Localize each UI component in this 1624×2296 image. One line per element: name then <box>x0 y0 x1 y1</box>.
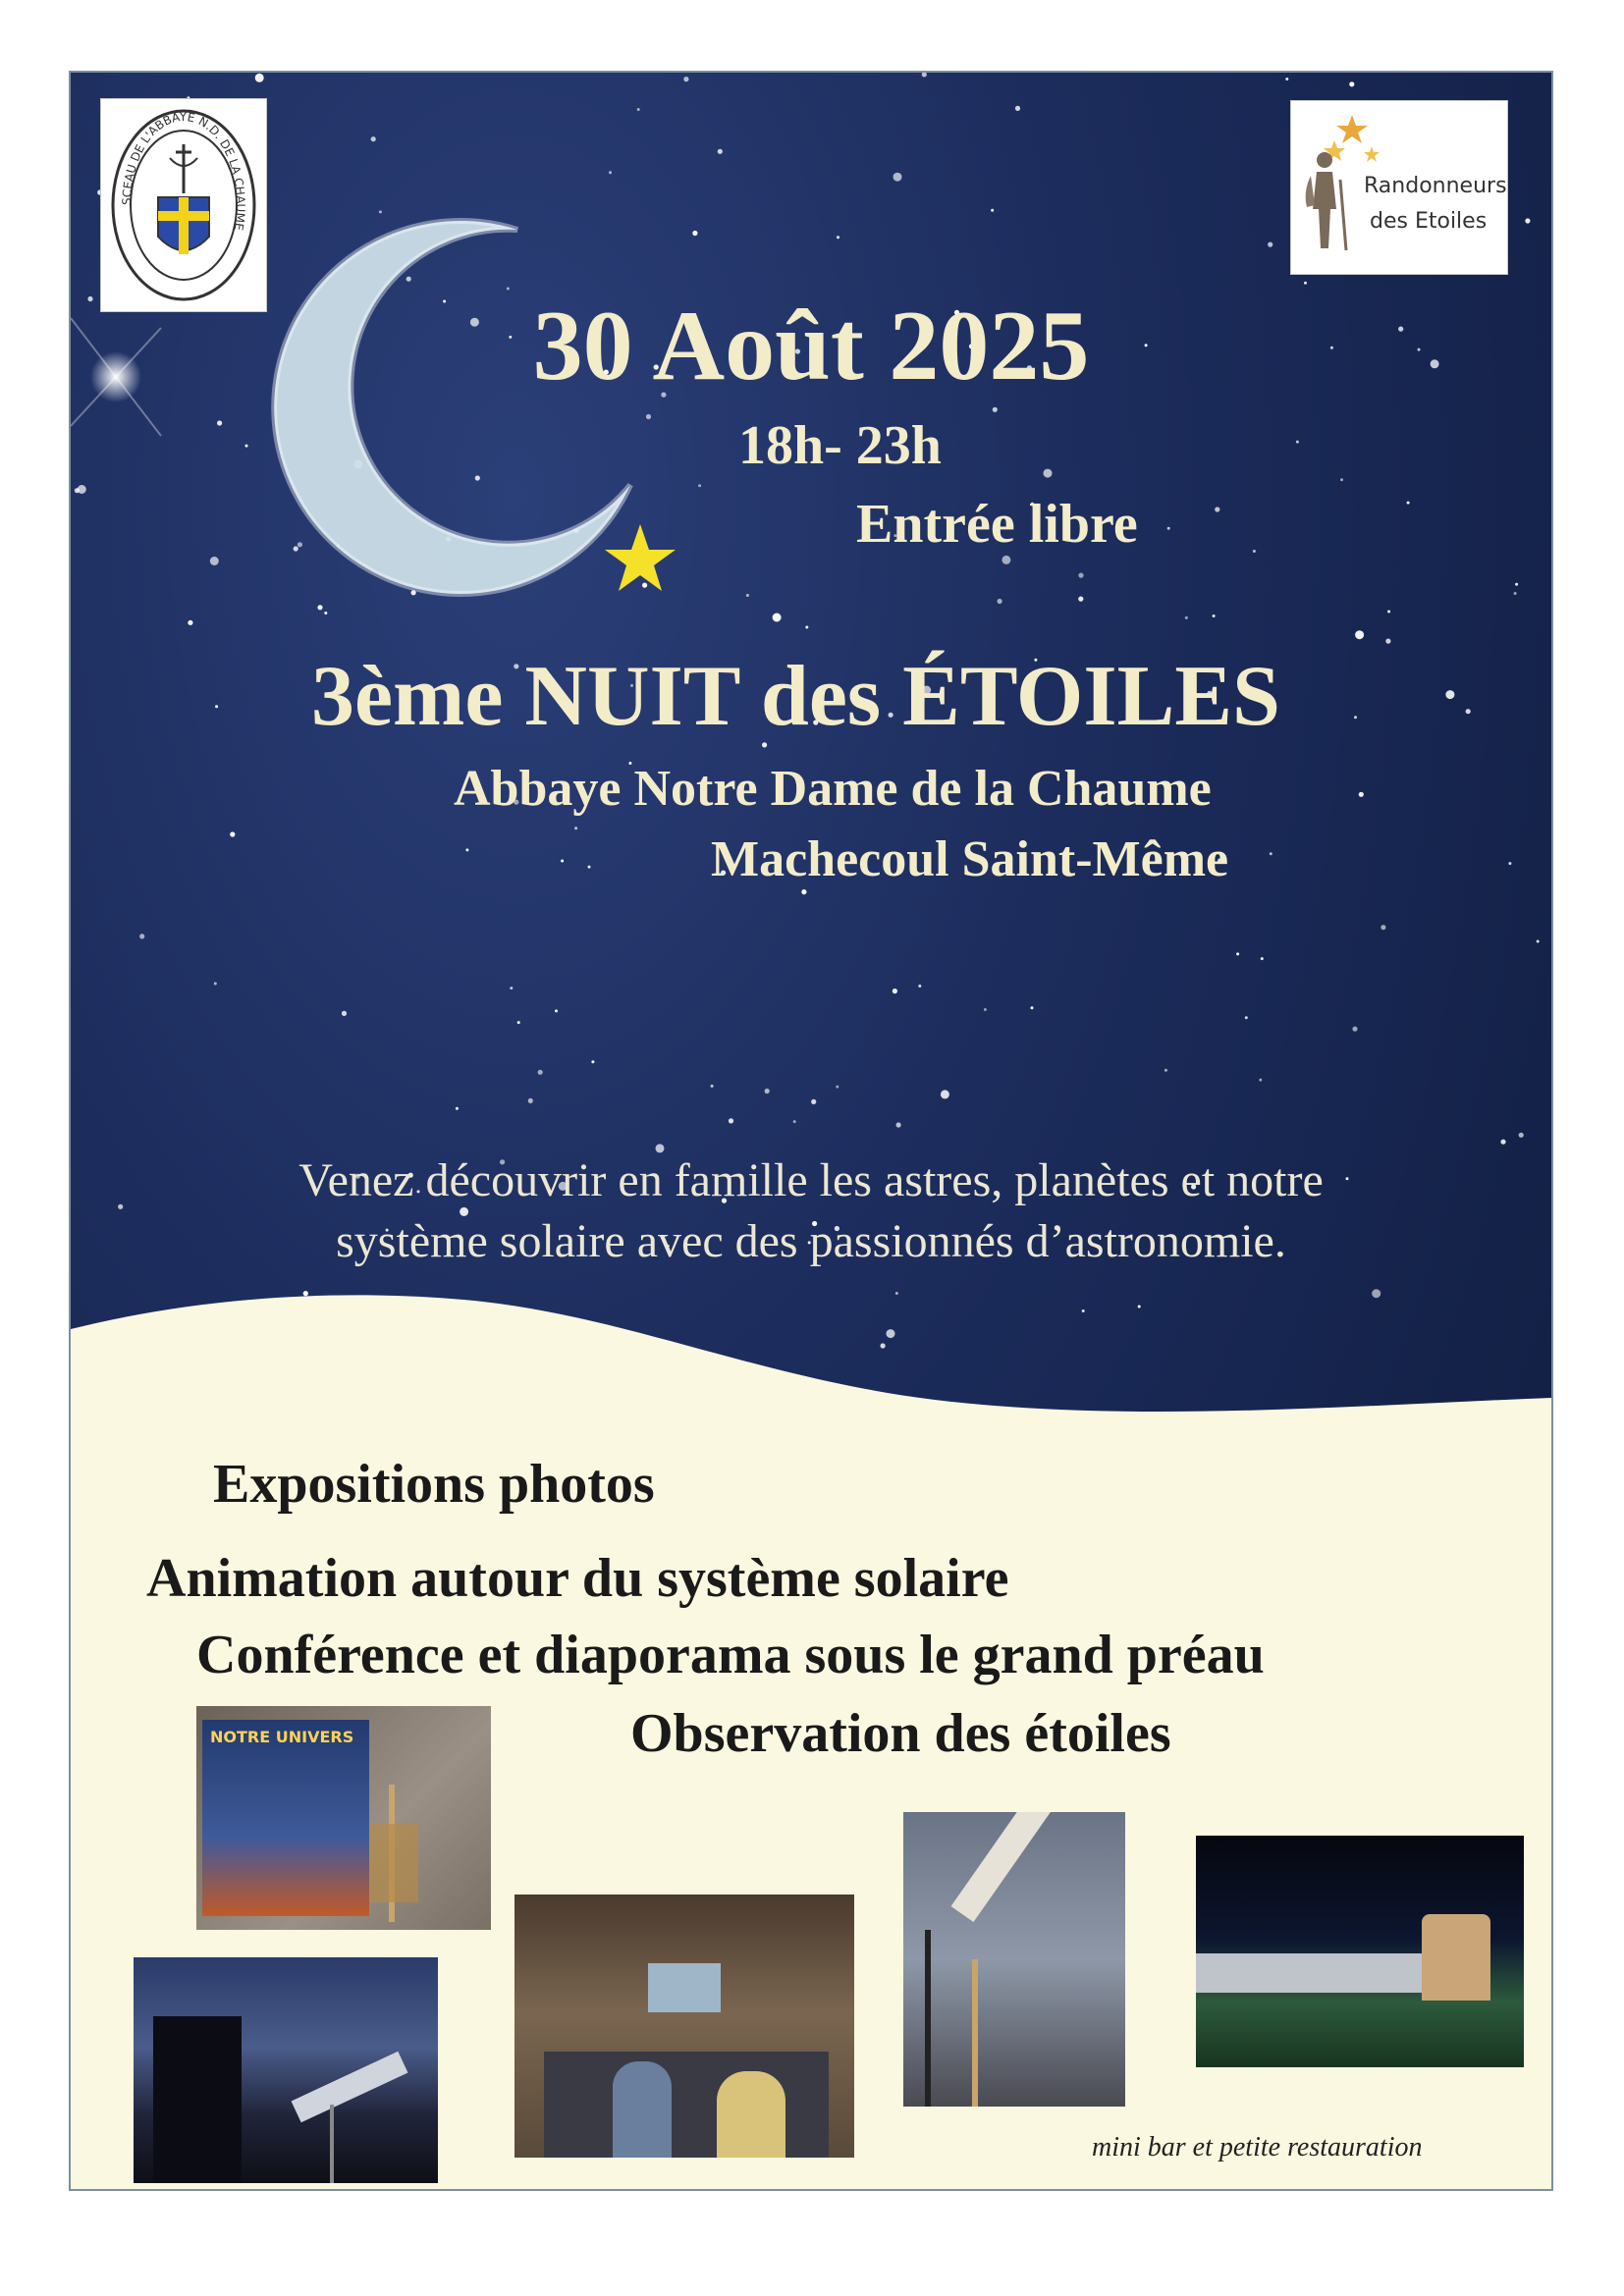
star-dot <box>298 542 302 547</box>
star-dot <box>528 1098 533 1103</box>
event-poster <box>69 71 1553 2191</box>
star-dot <box>1508 862 1511 865</box>
star-dot <box>1515 583 1518 586</box>
star-dot <box>245 445 248 448</box>
star-dot <box>1015 106 1020 111</box>
star-dot <box>1078 573 1083 578</box>
star-dot <box>406 277 411 282</box>
star-dot <box>317 605 322 610</box>
star-dot <box>1445 690 1454 699</box>
photo-telescope-at-dusk <box>134 1957 438 2183</box>
star-dot <box>896 1122 901 1127</box>
crescent-moon-icon <box>274 221 630 594</box>
star-dot <box>1031 1006 1034 1009</box>
star-dot <box>1352 1027 1357 1032</box>
star-dot <box>1259 1079 1262 1082</box>
star-dot <box>215 705 218 708</box>
star-dot <box>941 1090 949 1098</box>
star-dot <box>1500 1140 1505 1145</box>
venue-name: Abbaye Notre Dame de la Chaume <box>454 761 1212 817</box>
star-dot <box>188 620 192 625</box>
abbey-seal-logo <box>100 98 267 312</box>
star-dot <box>1164 1069 1167 1072</box>
photo-exhibition-panel <box>196 1706 491 1930</box>
svg-text:SCEAU DE L'ABBAYE N.D. DE LA C: SCEAU DE L'ABBAYE N.D. DE LA CHAUME <box>119 109 248 232</box>
star-dot <box>811 1099 816 1104</box>
star-dot <box>538 1070 543 1075</box>
star-dot <box>510 987 513 989</box>
star-dot <box>371 136 376 141</box>
star-dot <box>139 934 144 938</box>
star-dot <box>984 1008 987 1011</box>
star-dot <box>993 407 998 412</box>
randonneurs-brand-line1: Randonneurs <box>1364 174 1507 198</box>
description-line-1: Venez découvrir en famille les astres, planètes et notre <box>298 1154 1324 1206</box>
star-dot <box>1466 709 1471 714</box>
star-dot <box>324 612 327 614</box>
star-dot <box>588 866 591 869</box>
star-dot <box>1236 952 1239 955</box>
star-dot <box>609 171 612 174</box>
activity-expositions: Expositions photos <box>213 1454 655 1515</box>
star-dot <box>1519 1133 1524 1138</box>
activity-animation: Animation autour du système solaire <box>146 1548 1009 1609</box>
star-dot <box>1044 469 1053 478</box>
yellow-star-icon <box>605 524 676 591</box>
star-dot <box>1138 1306 1141 1308</box>
star-dot <box>1285 78 1288 80</box>
star-dot <box>998 599 1002 604</box>
star-dot <box>294 546 298 551</box>
star-dot <box>887 1329 895 1338</box>
star-dot <box>1380 925 1385 930</box>
star-dot <box>1268 242 1272 247</box>
star-dot <box>210 557 219 565</box>
star-dot <box>1296 441 1299 444</box>
star-dot <box>574 827 577 829</box>
star-dot <box>217 420 222 425</box>
star-dot <box>801 889 806 894</box>
star-dot <box>729 1118 733 1123</box>
event-description <box>71 1150 1551 1272</box>
star-dot <box>1349 81 1354 86</box>
seal-emblem-icon <box>101 99 266 311</box>
star-dot <box>591 1060 594 1063</box>
star-dot <box>475 475 480 480</box>
photo-abbey-at-night <box>1196 1836 1524 2067</box>
star-dot <box>1372 1289 1380 1298</box>
star-dot <box>637 108 640 111</box>
star-dot <box>456 1107 459 1110</box>
venue-town: Machecoul Saint-Même <box>711 831 1229 887</box>
star-dot <box>230 831 235 836</box>
star-dot <box>78 485 86 494</box>
event-date: 30 Août 2025 <box>532 291 1090 401</box>
star-dot <box>765 1089 770 1094</box>
description-line-2: système solaire avec des passionnés d’astronomie. <box>336 1215 1286 1267</box>
activity-conference: Conférence et diaporama sous le grand préau <box>196 1625 1265 1685</box>
star-dot <box>1213 614 1216 617</box>
star-dot <box>1340 478 1343 481</box>
star-dot <box>773 614 782 622</box>
star-dot <box>255 74 264 82</box>
star-dot <box>1082 1309 1085 1312</box>
star-dot <box>1514 592 1517 595</box>
star-dot <box>1078 597 1083 602</box>
star-dot <box>1359 792 1364 797</box>
star-dot <box>1537 940 1540 943</box>
activity-observation: Observation des étoiles <box>630 1703 1171 1764</box>
universe-poster-title: NOTRE UNIVERS <box>210 1728 354 1746</box>
star-dot <box>793 1120 796 1123</box>
star-dot <box>711 1085 714 1088</box>
star-dot <box>1261 957 1264 960</box>
star-dot <box>1304 282 1307 285</box>
star-dot <box>918 985 921 988</box>
star-dot <box>1387 611 1390 614</box>
event-title: 3ème NUIT des ÉTOILES <box>311 649 1280 744</box>
star-dot <box>692 231 697 236</box>
star-dot <box>991 209 994 212</box>
universe-poster-board <box>202 1720 369 1916</box>
star-dot <box>561 860 564 863</box>
star-dot <box>1001 556 1010 564</box>
star-dot <box>893 173 902 182</box>
star-dot <box>555 1009 558 1012</box>
photo-conference-room <box>514 1895 854 2158</box>
star-dot <box>718 149 723 154</box>
event-hours: 18h- 23h <box>738 415 942 476</box>
star-dot <box>1253 550 1256 553</box>
star-dot <box>214 983 217 986</box>
star-dot <box>1270 852 1272 855</box>
refreshments-note: mini bar et petite restauration <box>1092 2132 1423 2163</box>
star-dot <box>303 1291 308 1296</box>
entry-info: Entrée libre <box>856 494 1138 555</box>
randonneurs-brand-line2: des Etoiles <box>1370 209 1488 234</box>
star-dot <box>379 210 382 213</box>
star-dot <box>837 236 839 239</box>
star-dot <box>342 1011 347 1016</box>
star-dot <box>746 594 749 597</box>
star-dot <box>893 988 897 993</box>
photo-refractor-telescope <box>903 1812 1125 2107</box>
star-dot <box>895 1292 898 1295</box>
star-dot <box>642 583 647 588</box>
star-dot <box>881 1343 886 1348</box>
star-dot <box>1167 527 1170 530</box>
star-dot <box>1185 616 1188 619</box>
star-dot <box>698 484 701 487</box>
star-dot <box>1525 218 1530 223</box>
star-dot <box>1355 630 1364 639</box>
star-dot <box>922 73 927 78</box>
star-dot <box>1385 639 1390 644</box>
star-dot <box>683 77 688 81</box>
randonneurs-logo <box>1290 100 1508 275</box>
star-dot <box>646 414 651 419</box>
star-dot <box>805 626 808 629</box>
star-dot <box>1215 507 1219 511</box>
star-dot <box>836 1086 839 1089</box>
star-dot <box>517 1021 520 1024</box>
star-dot <box>1245 1016 1248 1019</box>
star-dot <box>1407 502 1410 505</box>
star-dot <box>1354 716 1357 719</box>
star-dot <box>465 848 468 851</box>
